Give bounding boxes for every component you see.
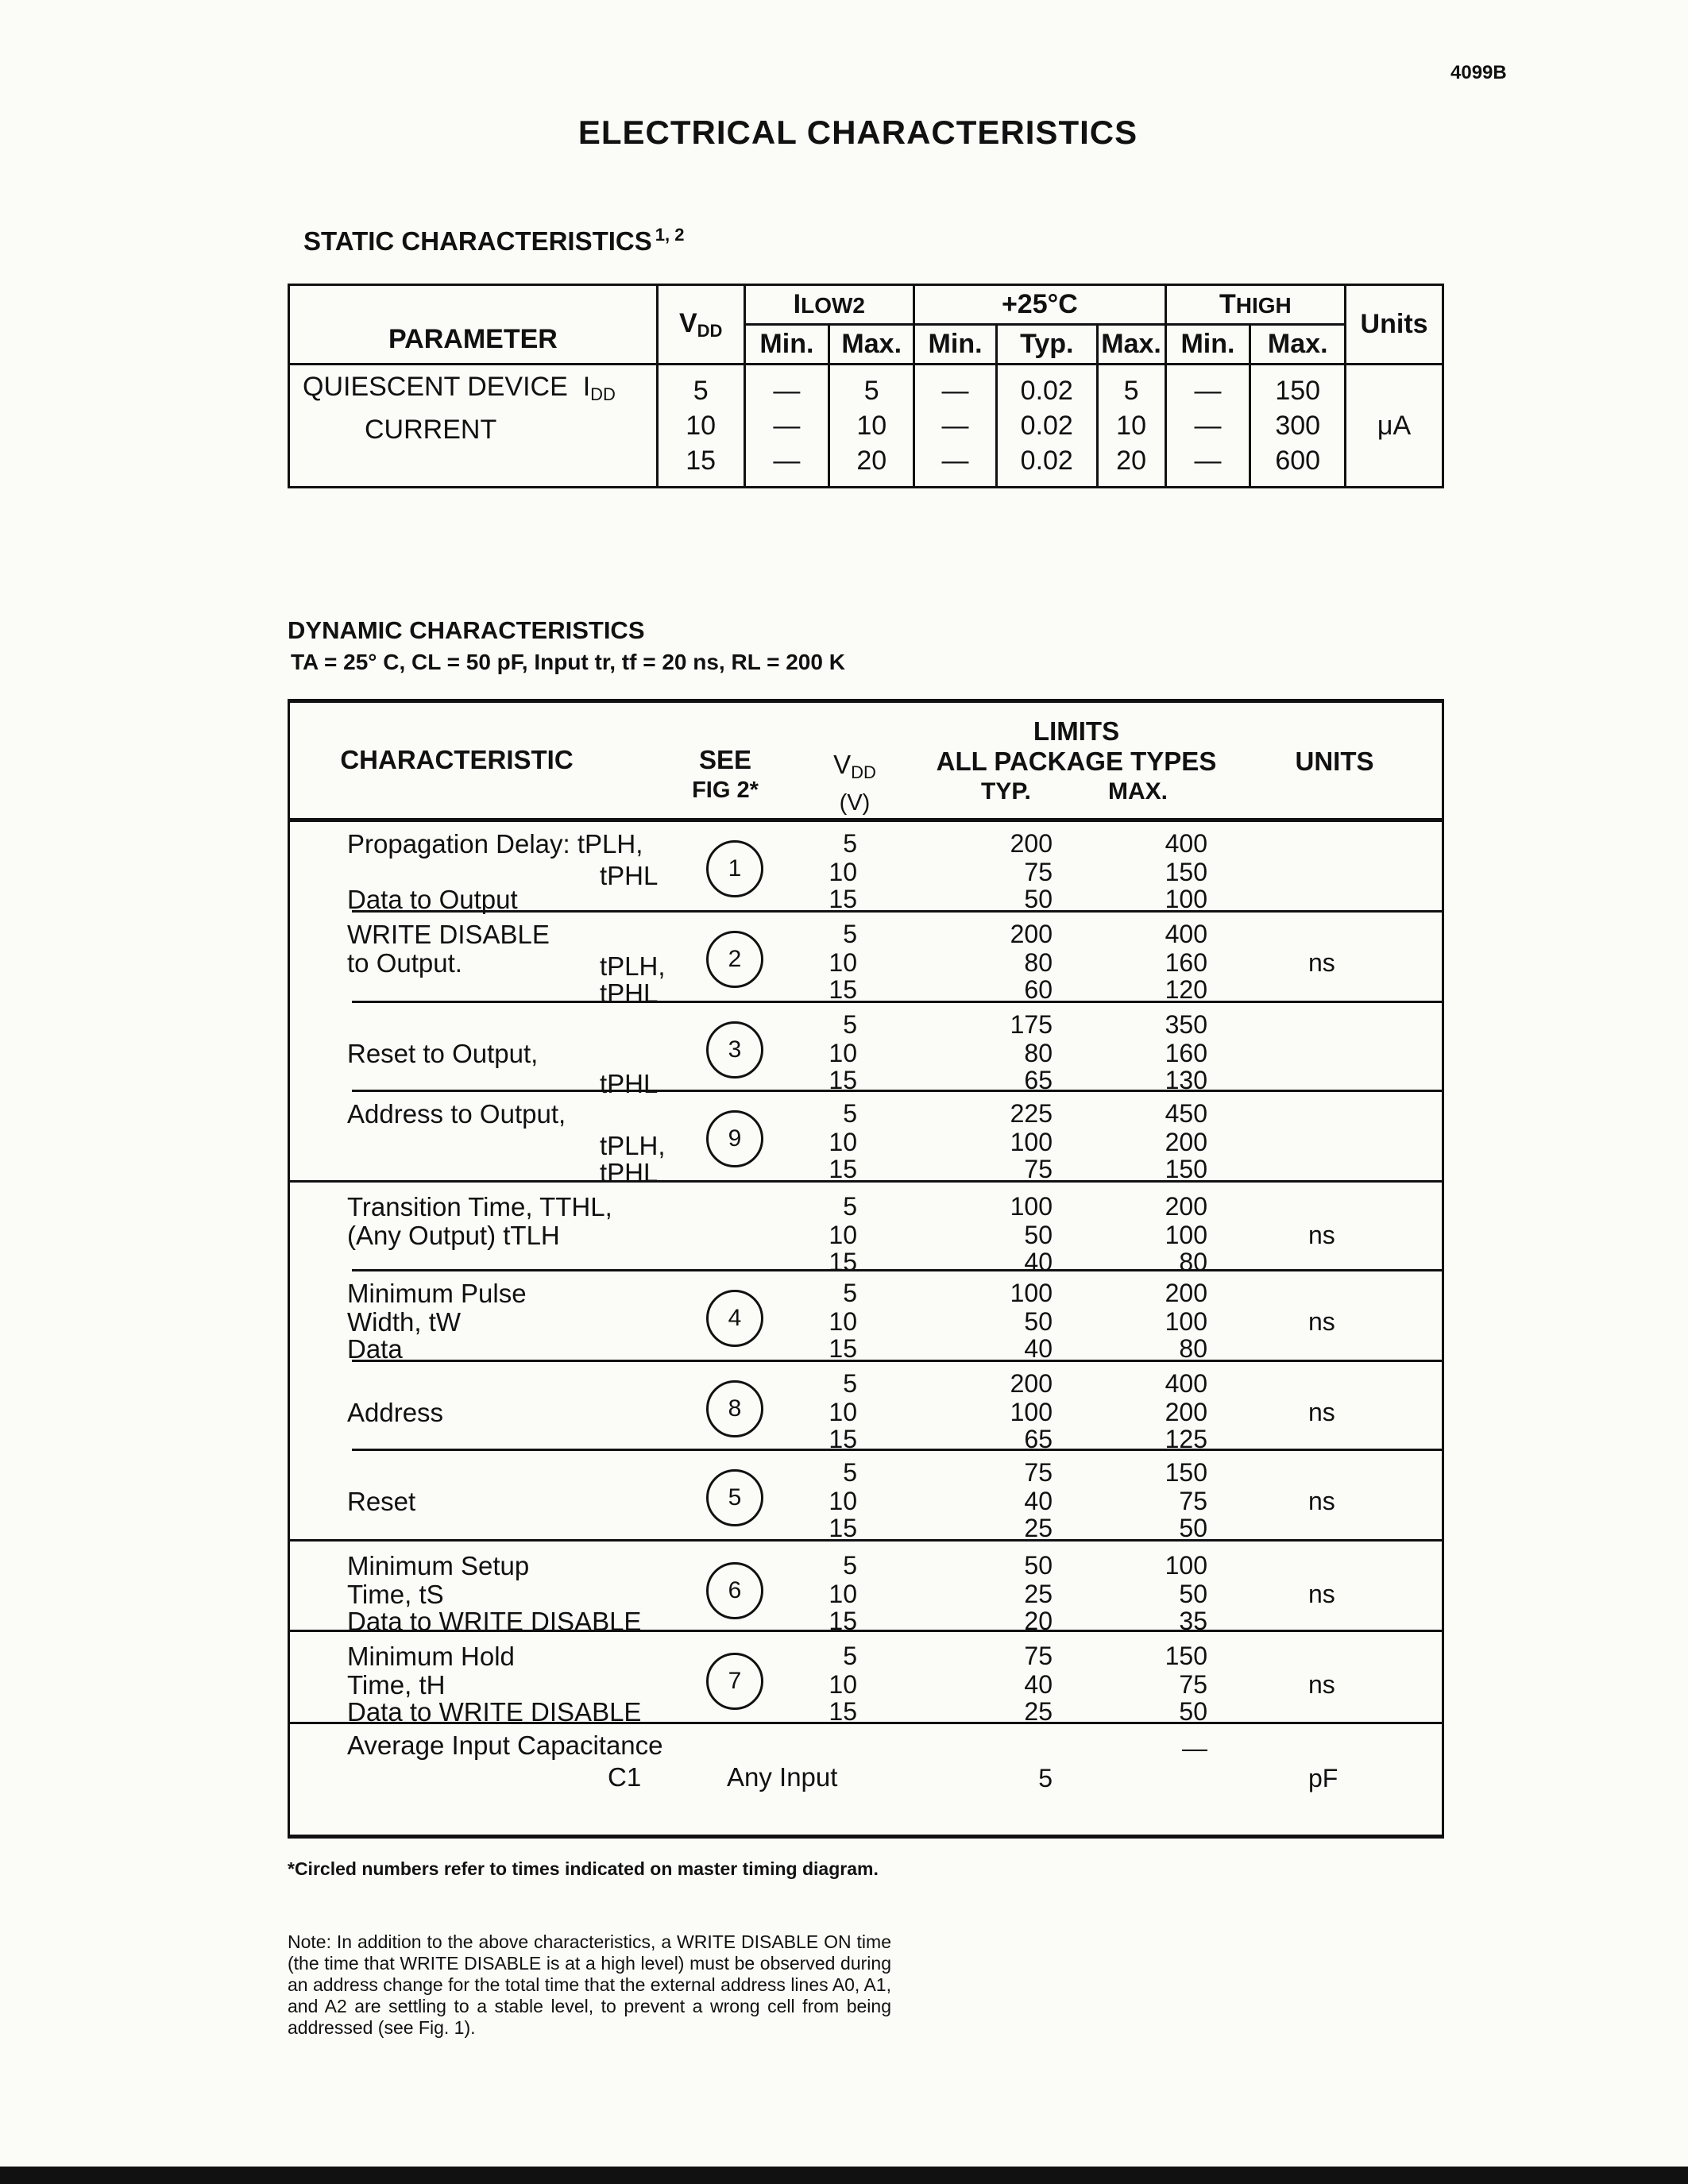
characteristic-line: Data — [347, 1334, 403, 1364]
typ-value: 25 — [1024, 1697, 1053, 1726]
vdd-value: 5 — [843, 1099, 857, 1128]
figure-reference-circle: 8 — [706, 1380, 763, 1437]
row-divider — [352, 1449, 1442, 1451]
header-units: Units — [1346, 285, 1443, 365]
dynamic-row-group — [290, 1630, 1442, 1727]
vdd-value: 5 — [843, 1642, 857, 1670]
max-value: 125 — [1165, 1425, 1207, 1453]
vdd-value: 10 — [829, 858, 857, 886]
max-value: 200 — [1165, 1398, 1207, 1426]
typ-value: 100 — [1010, 1279, 1053, 1307]
figure-reference-circle: 1 — [706, 840, 763, 897]
cell-tlow-min: — — — — [744, 365, 829, 488]
dynamic-row-group — [290, 1449, 1442, 1542]
max-value: 100 — [1165, 1307, 1207, 1336]
unit-label: ns — [1308, 1487, 1335, 1515]
typ-value: 40 — [1024, 1248, 1053, 1276]
row-divider — [352, 1090, 1442, 1092]
max-value: 75 — [1179, 1670, 1207, 1699]
max-value: 100 — [1165, 885, 1207, 913]
typ-value: 20 — [1024, 1607, 1053, 1635]
cell-tlow-max: 5 10 20 — [829, 365, 914, 488]
max-value: 200 — [1165, 1128, 1207, 1156]
vdd-value: 5 — [843, 1458, 857, 1487]
typ-value: 225 — [1010, 1099, 1053, 1128]
vdd-value: 15 — [829, 1066, 857, 1094]
max-value: 100 — [1165, 1221, 1207, 1249]
characteristic-line: Address to Output, — [347, 1099, 566, 1129]
characteristic-line: Data to Output — [347, 885, 518, 914]
typ-value: 25 — [1024, 1514, 1053, 1542]
footnote: *Circled numbers refer to times indicated on master timing diagram. — [288, 1858, 879, 1879]
vdd-value: 10 — [829, 1221, 857, 1249]
scan-bottom-edge — [0, 2167, 1688, 2184]
vdd-value: 15 — [829, 975, 857, 1004]
cell-vdd: 5 10 15 — [657, 365, 744, 488]
vdd-value: 15 — [829, 1697, 857, 1726]
static-title-text: STATIC CHARACTERISTICS — [303, 226, 652, 256]
characteristic-line: Data to WRITE DISABLE — [347, 1697, 642, 1727]
header-thigh-max: Max. — [1250, 325, 1346, 365]
header-vdd-v: $V_{DD}$ (V) — [833, 750, 876, 816]
max-value: 50 — [1179, 1514, 1207, 1542]
characteristic-line: Transition Time, TTHL, — [347, 1192, 612, 1221]
typ-value: 80 — [1024, 948, 1053, 977]
vdd-value: 10 — [829, 1307, 857, 1336]
note: Note: In addition to the above characteristics, a WRITE DISABLE ON time (the time that WRITE DISABLE is at a high level) must be observed during an address change for the total time that the external address lines A0, A1, and A2 are settling to a stable level, to prevent a wrong cell from being addressed (see Fig. 1). — [288, 1931, 891, 2038]
characteristic-line: (Any Output) tTLH — [347, 1221, 560, 1250]
characteristic-line: Minimum Pulse — [347, 1279, 527, 1308]
row-divider — [352, 1269, 1442, 1271]
max-value: 150 — [1165, 858, 1207, 886]
max-value: 120 — [1165, 975, 1207, 1004]
characteristic-line: Address — [347, 1398, 444, 1427]
max-value: 130 — [1165, 1066, 1207, 1094]
unit-label: ns — [1308, 1580, 1335, 1608]
vdd-value: 10 — [829, 1398, 857, 1426]
header-vdd: $V_{DD}$ — [657, 285, 744, 365]
characteristic-line: Time, tS — [347, 1580, 444, 1609]
typ-value: 100 — [1010, 1398, 1053, 1426]
typ-value: 75 — [1024, 1458, 1053, 1487]
table-bottom-rule — [288, 1835, 1444, 1839]
header-tlow-max: Max. — [829, 325, 914, 365]
vdd-value: 10 — [829, 1670, 857, 1699]
cell-thigh-min: — — — — [1165, 365, 1250, 488]
static-characteristics-table — [288, 284, 1444, 488]
vdd-value: 15 — [829, 1248, 857, 1276]
typ-value: 200 — [1010, 1369, 1053, 1398]
typ-value: 50 — [1024, 1307, 1053, 1336]
header-units: UNITS — [1295, 747, 1374, 776]
characteristic-line: Propagation Delay: tPLH, — [347, 829, 643, 859]
timing-symbol: tPHL — [600, 861, 659, 890]
typ-value: 100 — [1010, 1128, 1053, 1156]
characteristic-line: Width, tW — [347, 1307, 462, 1337]
header-25c-typ: Typ. — [996, 325, 1097, 365]
max-value: 150 — [1165, 1155, 1207, 1183]
max-value: 200 — [1165, 1192, 1207, 1221]
max-value: 50 — [1179, 1580, 1207, 1608]
cell-25c-min: — — — — [914, 365, 997, 488]
header-25c-max: Max. — [1097, 325, 1165, 365]
dynamic-row-group — [290, 1180, 1442, 1276]
vdd-value: 15 — [829, 1155, 857, 1183]
timing-symbol: tPHL — [600, 978, 659, 1008]
characteristic-line: WRITE DISABLE — [347, 920, 550, 949]
vdd-value: 10 — [829, 1487, 857, 1515]
characteristic-line: Data to WRITE DISABLE — [347, 1607, 642, 1636]
typ-value: 80 — [1024, 1039, 1053, 1067]
max-value: 150 — [1165, 1458, 1207, 1487]
max-value: 400 — [1165, 829, 1207, 858]
typ-value: 60 — [1024, 975, 1053, 1004]
cell-thigh-max: 150 300 600 — [1250, 365, 1346, 488]
max-value: 350 — [1165, 1010, 1207, 1039]
max-value: 400 — [1165, 920, 1207, 948]
vdd-value: 5 — [843, 920, 857, 948]
header-thigh: THIGH — [1165, 285, 1346, 325]
vdd-value: 5 — [843, 1192, 857, 1221]
dynamic-row-group — [290, 1360, 1442, 1453]
typ-value: 50 — [1024, 885, 1053, 913]
timing-symbol: tPHL — [600, 1158, 659, 1187]
max-value: 50 — [1179, 1697, 1207, 1726]
figure-reference-circle: 4 — [706, 1290, 763, 1347]
header-see-fig: SEE FIG 2* — [692, 745, 759, 803]
capacitance-max: — — [1182, 1734, 1207, 1762]
max-value: 200 — [1165, 1279, 1207, 1307]
typ-value: 65 — [1024, 1066, 1053, 1094]
typ-value: 65 — [1024, 1425, 1053, 1453]
dynamic-row-group — [290, 1001, 1442, 1098]
typ-value: 200 — [1010, 920, 1053, 948]
typ-value: 175 — [1010, 1010, 1053, 1039]
unit-label: ns — [1308, 948, 1335, 977]
vdd-value: 15 — [829, 885, 857, 913]
vdd-value: 5 — [843, 1551, 857, 1580]
header-limits: LIMITS ALL PACKAGE TYPES TYP. MAX. — [936, 716, 1217, 805]
vdd-value: 5 — [843, 829, 857, 858]
header-thigh-min: Min. — [1165, 325, 1250, 365]
characteristic-line: Reset — [347, 1487, 416, 1516]
typ-value: 50 — [1024, 1551, 1053, 1580]
unit-label: ns — [1308, 1398, 1335, 1426]
characteristic-line: Reset to Output, — [347, 1039, 539, 1068]
figure-reference-circle: 3 — [706, 1021, 763, 1078]
typ-value: 75 — [1024, 1642, 1053, 1670]
characteristic-line: to Output. — [347, 948, 462, 978]
max-value: 450 — [1165, 1099, 1207, 1128]
characteristic-line: Minimum Hold — [347, 1642, 515, 1671]
typ-value: 40 — [1024, 1670, 1053, 1699]
timing-symbol: tPHL — [600, 1069, 659, 1098]
capacitance-row — [290, 1722, 1442, 1835]
dynamic-row-group — [290, 1539, 1442, 1636]
typ-value: 50 — [1024, 1221, 1053, 1249]
figure-reference-circle: 6 — [706, 1562, 763, 1619]
dynamic-characteristics-table — [288, 700, 1444, 1836]
row-divider — [352, 910, 1442, 913]
max-value: 150 — [1165, 1642, 1207, 1670]
max-value: 160 — [1165, 948, 1207, 977]
vdd-value: 10 — [829, 1039, 857, 1067]
max-value: 35 — [1179, 1607, 1207, 1635]
param-quiescent-current: QUIESCENT DEVICE $I_{DD}$ CURRENT — [289, 365, 658, 488]
vdd-value: 5 — [843, 1279, 857, 1307]
dynamic-row-group — [290, 820, 1442, 914]
unit-label: ns — [1308, 1221, 1335, 1249]
vdd-value: 10 — [829, 948, 857, 977]
header-tlow-min: Min. — [744, 325, 829, 365]
vdd-value: 15 — [829, 1514, 857, 1542]
figure-reference-circle: 7 — [706, 1653, 763, 1710]
dynamic-row-group — [290, 1090, 1442, 1187]
vdd-value: 15 — [829, 1334, 857, 1363]
typ-value: 75 — [1024, 858, 1053, 886]
header-tlow: ILOW2 — [744, 285, 914, 325]
unit-label: ns — [1308, 1670, 1335, 1699]
max-value: 400 — [1165, 1369, 1207, 1398]
header-parameter: PARAMETER — [289, 285, 658, 365]
row-divider — [352, 1001, 1442, 1003]
vdd-value: 5 — [843, 1369, 857, 1398]
dynamic-test-conditions: TA = 25° C, CL = 50 pF, Input tr, tf = 20 ns, RL = 200 K — [291, 650, 845, 674]
typ-value: 40 — [1024, 1334, 1053, 1363]
timing-symbol: tPLH, — [600, 951, 666, 981]
characteristic-line: Time, tH — [347, 1670, 446, 1700]
cell-25c-typ: 0.02 0.02 0.02 — [996, 365, 1097, 488]
figure-reference-circle: 9 — [706, 1110, 763, 1167]
capacitance-symbol: C1 — [608, 1762, 642, 1792]
vdd-value: 15 — [829, 1607, 857, 1635]
figure-reference-circle: 2 — [706, 931, 763, 988]
dynamic-characteristics-title: DYNAMIC CHARACTERISTICS — [288, 616, 645, 644]
typ-value: 75 — [1024, 1155, 1053, 1183]
static-characteristics-title — [303, 225, 684, 257]
dynamic-row-group — [290, 910, 1442, 1008]
max-value: 100 — [1165, 1551, 1207, 1580]
capacitance-label: Average Input Capacitance — [347, 1731, 663, 1760]
max-value: 160 — [1165, 1039, 1207, 1067]
cell-25c-max: 5 10 20 — [1097, 365, 1165, 488]
cell-unit: μA — [1346, 365, 1443, 488]
timing-symbol: tPLH, — [600, 1131, 666, 1160]
capacitance-unit: pF — [1308, 1764, 1338, 1792]
header-characteristic: CHARACTERISTIC — [340, 745, 574, 774]
vdd-value: 15 — [829, 1425, 857, 1453]
dynamic-row-group — [290, 1269, 1442, 1364]
typ-value: 100 — [1010, 1192, 1053, 1221]
unit-label: ns — [1308, 1307, 1335, 1336]
max-value: 80 — [1179, 1248, 1207, 1276]
header-25c: +25°C — [914, 285, 1165, 325]
vdd-value: 5 — [843, 1010, 857, 1039]
static-title-footnote-ref: 1, 2 — [655, 225, 685, 245]
typ-value: 200 — [1010, 829, 1053, 858]
row-divider — [352, 1360, 1442, 1362]
typ-value: 40 — [1024, 1487, 1053, 1515]
table-header-rule — [288, 818, 1444, 822]
vdd-value: 10 — [829, 1580, 857, 1608]
typ-value: 25 — [1024, 1580, 1053, 1608]
part-number: 4099B — [1450, 62, 1507, 83]
figure-reference-circle: 5 — [706, 1469, 763, 1526]
max-value: 75 — [1179, 1487, 1207, 1515]
page-title: ELECTRICAL CHARACTERISTICS — [577, 114, 1138, 151]
max-value: 80 — [1179, 1334, 1207, 1363]
table-top-rule — [288, 699, 1444, 703]
capacitance-typ: 5 — [1038, 1764, 1053, 1792]
header-25c-min: Min. — [914, 325, 997, 365]
vdd-value: 10 — [829, 1128, 857, 1156]
characteristic-line: Minimum Setup — [347, 1551, 530, 1580]
capacitance-see: Any Input — [727, 1762, 838, 1792]
